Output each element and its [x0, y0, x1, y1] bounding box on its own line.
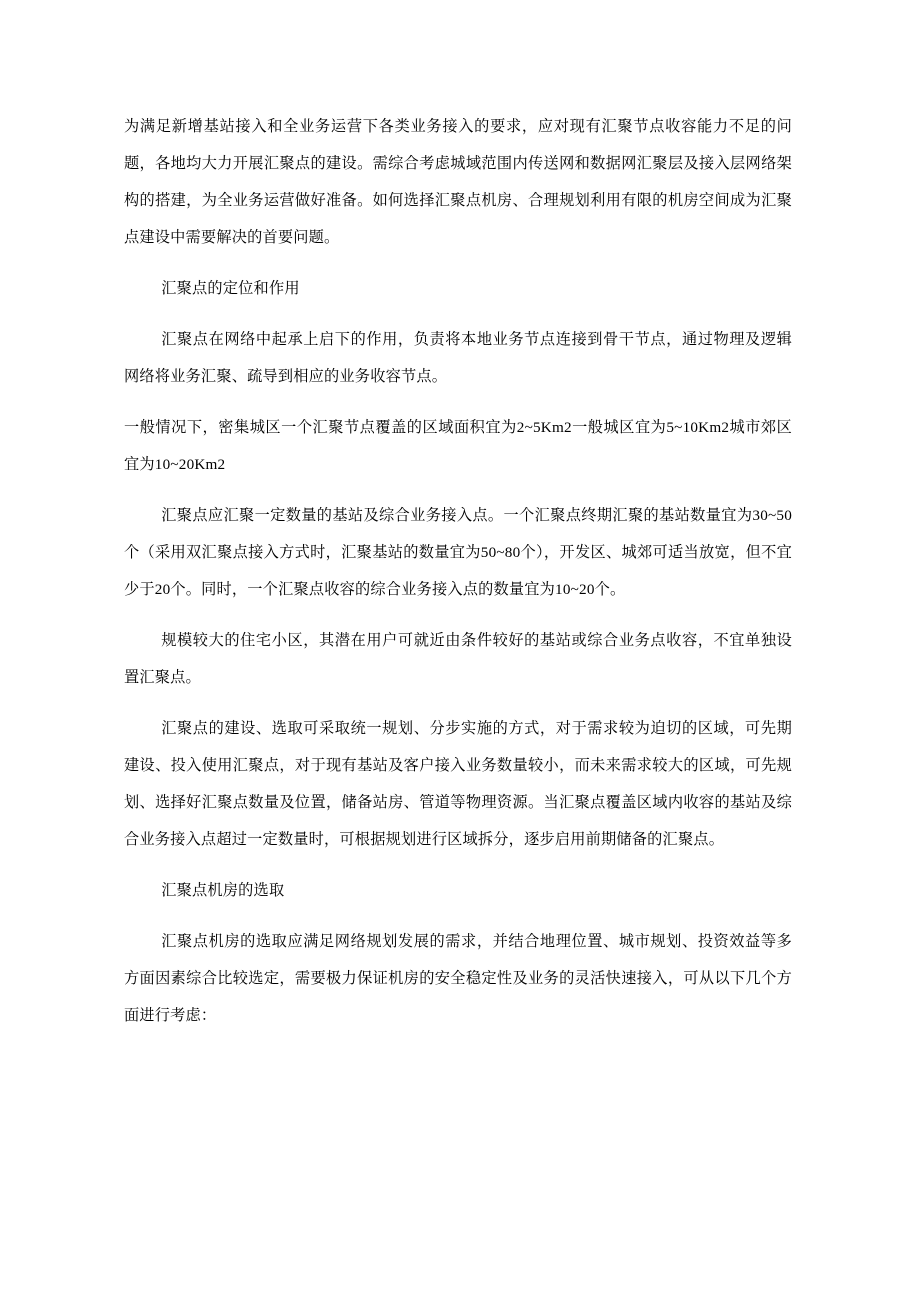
heading-positioning-and-role: 汇聚点的定位和作用: [161, 280, 300, 297]
heading-room-selection: 汇聚点机房的选取: [161, 882, 285, 899]
paragraph-construction-plan: 汇聚点的建设、选取可采取统一规划、分步实施的方式，对于需求较为迫切的区域，可先期建设、投入使用汇聚点，对于现有基站及客户接入业务数量较小，而未来需求较大的区域，可先规划、选择好汇聚点数量及位置，储备站房、管道等物理资源。当汇聚点覆盖区域内收容的基站及综合业务接入点超过一定数量时，可根据规划进行区域拆分，逐步启用前期储备的汇聚点。: [124, 720, 792, 848]
paragraph-role: 汇聚点在网络中起承上启下的作用，负责将本地业务节点连接到骨干节点，通过物理及逻辑网络将业务汇聚、疏导到相应的业务收容节点。: [124, 331, 792, 385]
document-body: [124, 108, 792, 1034]
paragraph-room-selection-detail: 汇聚点机房的选取应满足网络规划发展的需求，并结合地理位置、城市规划、投资效益等多方面因素综合比较选定，需要极力保证机房的安全稳定性及业务的灵活快速接入，可从以下几个方面进行考虑：: [124, 933, 792, 1024]
paragraph-intro: 为满足新增基站接入和全业务运营下各类业务接入的要求，应对现有汇聚节点收容能力不足的问题，各地均大力开展汇聚点的建设。需综合考虑城域范围内传送网和数据网汇聚层及接入层网络架构的搭建，为全业务运营做好准备。如何选择汇聚点机房、合理规划利用有限的机房空间成为汇聚点建设中需要解决的首要问题。: [124, 118, 792, 246]
paragraph-station-counts: 汇聚点应汇聚一定数量的基站及综合业务接入点。一个汇聚点终期汇聚的基站数量宜为30~50个（采用双汇聚点接入方式时，汇聚基站的数量宜为50~80个），开发区、城郊可适当放宽，但不宜少于20个。同时，一个汇聚点收容的综合业务接入点的数量宜为10~20个。: [124, 507, 792, 598]
paragraph-residential: 规模较大的住宅小区，其潜在用户可就近由条件较好的基站或综合业务点收容，不宜单独设置汇聚点。: [124, 632, 792, 686]
callout-coverage-area: 一般情况下，密集城区一个汇聚节点覆盖的区域面积宜为2~5Km2一般城区宜为5~10Km2城市郊区宜为10~20Km2: [124, 419, 792, 473]
